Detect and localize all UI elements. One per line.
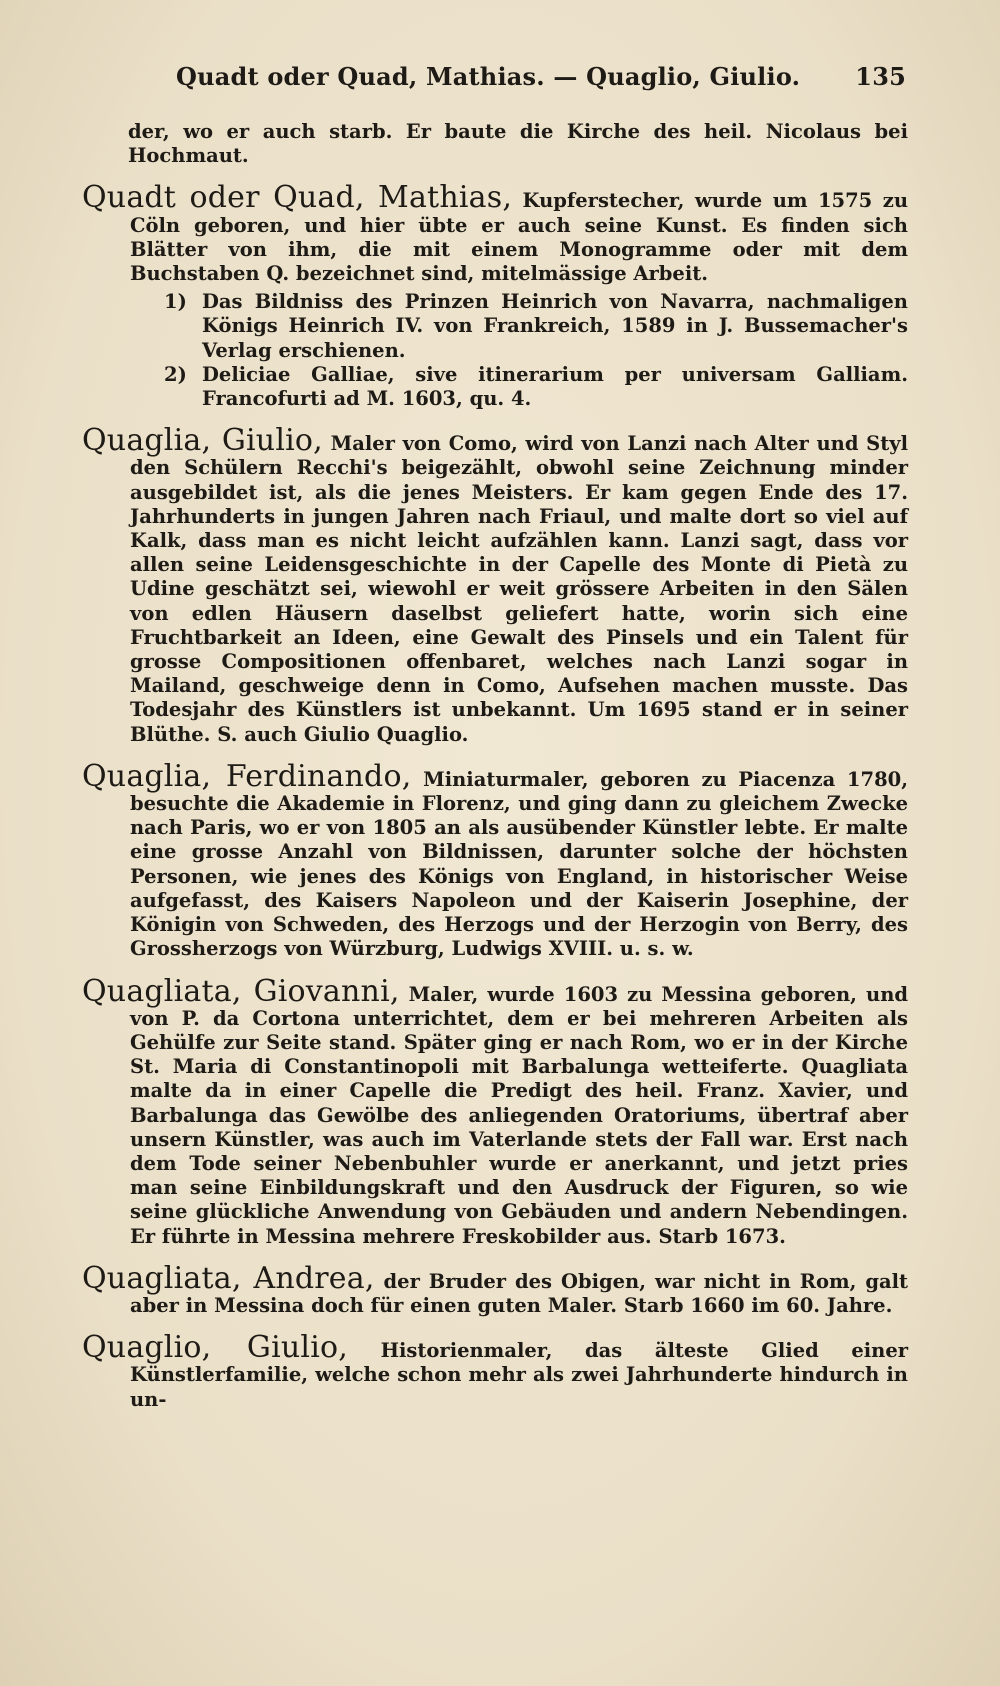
entry-quaglia-giulio [82, 423, 909, 747]
entry-text: Maler, wurde 1603 zu Messina geboren, und von P. da Cortona unterrichtet, dem er bei mehreren Arbeiten als Gehülfe zur Seite stand. Später ging er nach Rom, wo er in der Kirche St. Maria di Constantinopoli mit Barbalunga wetteiferte. Quagliata malte da in einer Capelle die Predigt des heil. Franz. Xavier, und Barbalunga das Gewölbe des anliegenden Oratoriums, übertraf aber unsern Künstler, was auch im Vaterlande stets der Fall war. Erst nach dem Tode seiner Nebenbuhler wurde er anerkannt, und jetzt pries man seine Einbildungskraft und den Ausdruck der Figuren, so wie seine glückliche Anwendung von Gebäuden und andern Nebendingen. Er führte in Messina mehrere Freskobilder aus. Starb 1673. [130, 982, 909, 1248]
page-number: 135 [855, 62, 906, 91]
entry-quaglia-ferdinando [82, 758, 908, 962]
entry-text: Historienmaler, das älteste Glied einer Künstlerfamilie, welche schon mehr als zwei Jahrhunderte hindurch in un- [130, 1339, 909, 1411]
entry-quagliata-giovanni [82, 973, 909, 1249]
reference-text: Das Bildniss des Prinzen Heinrich von Navarra, nachmaligen Königs Heinrich IV. von Frankreich, 1589 in J. Bussemacher's Verlag erschienen. [202, 290, 908, 362]
entry-name: Quadt oder Quad, Mathias, [82, 180, 513, 216]
reference-number: 2) [164, 362, 187, 386]
entry-quagliata-andrea [82, 1260, 909, 1318]
reference-number: 1) [164, 290, 187, 314]
entry-name: Quaglio, Giulio, [82, 1330, 348, 1366]
entry-text: der Bruder des Obigen, war nicht in Rom, galt aber in Messina doch für einen guten Maler. Starb 1660 im 60. Jahre. [130, 1269, 909, 1317]
entry-name: Quaglia, Giulio, [82, 423, 323, 459]
running-head: Quadt oder Quad, Mathias. — Quaglio, Giulio. [176, 62, 801, 91]
entry-text: Miniaturmaler, geboren zu Piacenza 1780, besuchte die Akademie in Florenz, und ging dann zu gleichem Zwecke nach Paris, wo er von 1805 an als ausübender Künstler lebte. Er malte eine grosse Anzahl von Bildnissen, darunter solche der höchsten Personen, wie jenes des Königs von England, in historischer Weise aufgefasst, des Kaisers Napoleon und der Kaiserin Josephine, der Königin von Schweden, des Herzogs und der Herzogin von Berry, des Grossherzogs von Würzburg, Ludwigs XVIII. u. s. w. [130, 767, 908, 961]
entry-name: Quagliata, Giovanni, [82, 973, 400, 1009]
reference-item [164, 290, 908, 363]
entry-name: Quagliata, Andrea, [82, 1260, 375, 1296]
entry-text: Maler von Como, wird von Lanzi nach Alter und Styl den Schülern Recchi's beigezählt, obwohl seine Zeichnung minder ausgebildet ist, als die jenes Meisters. Er kam gegen Ende des 17. Jahrhunderts in jungen Jahren nach Friaul, und malte dort so viel auf Kalk, dass man es nicht leicht aufzählen kann. Lanzi sagt, dass vor allen seine Leidensgeschichte in der Capelle des Monte di Pietà zu Udine geschätzt sei, wiewohl er weit grössere Arbeiten in den Sälen von edlen Häusern daselbst geliefert hatte, worin sich eine Fruchtbarkeit an Ideen, eine Gewalt des Pinsels und ein Talent für grosse Compositionen offenbaret, welches nach Lanzi sogar in Mailand, geschweige denn in Como, Aufsehen machen musste. Das Todesjahr des Künstlers ist unbekannt. Um 1695 stand er in seiner Blüthe. S. auch Giulio Quaglio. [130, 432, 909, 746]
continuation-text: der, wo er auch starb. Er baute die Kirche des heil. Nicolaus bei Hochmaut. [128, 120, 908, 168]
entry-name: Quaglia, Ferdinando, [82, 758, 412, 794]
page-content [82, 120, 908, 1412]
reference-text: Deliciae Galliae, sive itinerarium per universam Galliam. Francofurti ad M. 1603, qu. 4. [202, 362, 908, 411]
entry-quaglio-giulio [82, 1330, 909, 1412]
reference-item [164, 363, 908, 411]
reference-list [164, 290, 908, 411]
entry-text: Kupferstecher, wurde um 1575 zu Cöln geboren, und hier übte er auch seine Kunst. Es finden sich Blätter von ihm, die mit einem Monogramme oder mit dem Buchstaben Q. bezeichnet sind, mitelmässige Arbeit. [130, 189, 908, 286]
page-header [176, 62, 906, 91]
entry-quadt [82, 180, 908, 411]
